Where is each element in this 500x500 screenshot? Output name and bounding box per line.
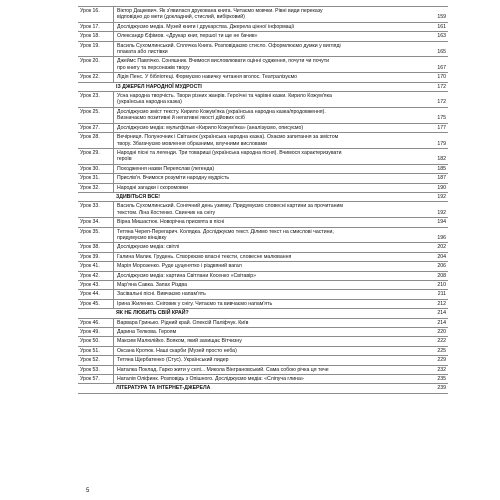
lesson-number: Урок 33. [78,202,114,217]
toc-row [78,124,448,133]
lesson-topic: Досліджуємо медіа: мультфільм «Кирило Кожум'яка» (аналізуємо, описуємо) [117,124,304,131]
page-ref: 222 [437,338,446,345]
toc-row [78,366,448,375]
lesson-number: Урок 53. [78,366,114,374]
page-ref: 192 [437,209,446,216]
lesson-topic: Джеймс Павлічко. Соняшник. Вчимося висловлювати оцінні судження, почути чи почути про книгу та персонажів твору [117,58,330,71]
lesson-number [78,83,113,91]
toc-row [78,262,448,271]
toc-row [78,32,448,41]
page-ref: 175 [437,115,446,122]
lesson-number: Урок 31. [78,174,114,182]
page-ref: 177 [437,124,446,131]
page-ref: 182 [437,156,446,163]
lesson-number: Урок 52. [78,356,114,364]
lesson-number: Урок 38. [78,243,114,251]
toc-row [78,108,448,124]
toc-row [78,319,448,328]
page-ref: 214 [437,319,446,326]
lesson-number: Урок 27. [78,124,114,132]
lesson-topic: Походження назви Переяслав (легенда) [117,165,215,172]
lesson-number: Урок 49. [78,328,114,336]
toc-row [78,133,448,149]
page-ref: 170 [437,74,446,81]
lesson-number: Урок 16. [78,7,114,22]
lesson-number: Урок 41. [78,262,114,270]
toc-row [78,23,448,32]
lesson-topic: Народні пісні та легенди. Три товариші (українська народна пісня). Вчимося характеризувати героїв [117,149,342,163]
page-ref: 239 [437,385,446,392]
page-ref: 220 [437,329,446,336]
lesson-topic: Прислів'я. Вчимося розуміти народну мудрість [117,175,230,182]
page-ref: 202 [437,244,446,251]
toc-row [78,337,448,346]
page-ref: 192 [437,193,446,200]
section-title: ЛІТЕРАТУРА ТА ІНТЕРНЕТ-ДЖЕРЕЛА [116,385,211,392]
lesson-topic: Варвара Гринько. Рідний край. Олексій Паліфчук. Київ [117,319,249,326]
lesson-number: Урок 28. [78,133,114,148]
lesson-number: Урок 18. [78,32,114,40]
toc-row [78,290,448,299]
toc-section-row [78,193,448,202]
page-ref: 235 [437,376,446,383]
page-ref: 159 [437,14,446,21]
toc-section-row [78,384,448,393]
lesson-number: Урок 46. [78,319,114,327]
toc-row [78,253,448,262]
toc-row [78,347,448,356]
lesson-topic: Тетяна Щербатенко (Стус). Український лидер [117,357,229,364]
lesson-number: Урок 35. [78,228,114,243]
lesson-number: Урок 39. [78,253,114,261]
lesson-number [78,309,113,317]
page-ref: 190 [437,184,446,191]
lesson-topic: Ірина Жиленко. Сніговик у снігу. Читаємо та вивчаємо напам'ять [117,300,273,307]
lesson-number [78,193,113,201]
lesson-number: Урок 44. [78,290,114,298]
page-ref: 232 [437,366,446,373]
lesson-topic: Вірна Мишастюк. Новорічна присвята в пісні [117,219,225,226]
toc-row [78,6,448,23]
lesson-topic: Вечірниця. Полуночник і Світанок (українська народна казка). Охаємо запитання за змістом твору. Збагачуємо мовлення образними, влучними висловами [117,134,339,147]
toc-row [78,356,448,365]
page-ref: 225 [437,347,446,354]
page-ref: 172 [437,83,446,90]
page-ref: 212 [437,300,446,307]
toc-row [78,375,448,384]
toc-row [78,149,448,165]
page-ref: 206 [437,263,446,270]
lesson-topic: Засівальні пісні. Вивчаємо напам'ять [117,291,206,298]
lesson-topic: Досліджуємо медіа. Музей книги і друкарства. Джерела цінної інформації [117,23,295,30]
toc-row [78,281,448,290]
page-ref: 187 [437,175,446,182]
lesson-number: Урок 25. [78,108,114,123]
lesson-topic: Наталка Поклад. Гарко жити у селі... Микола Вінграновський. Сама собою річка ця тече [117,366,329,373]
lesson-topic: Досліджуємо зміст тексту. Кирило Кожум'яка (українська народна казка/продовження). Визначаємо позитивні й негативні якості дійових осіб [117,108,326,122]
page-ref: 165 [437,49,446,56]
toc-section-row [78,309,448,318]
toc-row [78,73,448,82]
section-title: ЗДИВІТЬСЯ ВСЕ! [116,193,161,200]
toc-row [78,184,448,193]
lesson-topic: Василь Сухомлинський. Сонячний день узимку. Придумуємо словесні картини за прочитаним текстом. Ліна Костенко. Свинчик на снігу [117,203,343,216]
page-ref: 210 [437,282,446,288]
lesson-topic: Дарина Телкова. Героям [117,329,177,336]
lesson-topic: Досліджуємо медіа: світлі [117,244,180,251]
lesson-topic: Оксана Кротюк. Наші скарби (Музей просто неба) [117,347,237,354]
page-ref: 229 [437,357,446,364]
lesson-number: Урок 50. [78,337,114,345]
lesson-topic: Віктор Дацкевич. Як з'явилася друкована книга. Читаємо мовчки. Рівні види переказу відповідно до мети (докладний, стислий, вибірковий) [117,8,323,21]
toc-row [78,243,448,252]
page-ref: 163 [437,33,446,40]
toc-row [78,328,448,337]
lesson-number: Урок 29. [78,149,114,164]
toc-row [78,228,448,244]
lesson-topic: Народні загадки і скоромовки [117,184,188,191]
lesson-number: Урок 17. [78,23,114,31]
lesson-topic: Мар'яна Савка. Запах Різдва [117,282,187,288]
page-ref: 196 [437,234,446,241]
lesson-topic: Марія Морозенко. Руде цуценятко і різдвяний вагал [117,263,242,270]
lesson-number: Урок 42. [78,272,114,280]
toc-row [78,300,448,309]
table-of-contents [78,6,448,394]
page-ref: 172 [437,99,446,106]
lesson-topic: Тетяна Череп-Перегарич. Колядка. Досліджуємо текст. Ділимо текст на смислові частини, придумуємо вінцівку [117,228,334,241]
toc-row [78,174,448,183]
section-title: ЯК НЕ ЛЮБИТЬ СВІЙ КРАЙ? [116,310,189,317]
lesson-topic: Галина Малик. Грудень. Створюємо власні тексти, словесне малювання [117,253,292,260]
page-ref: 204 [437,253,446,260]
page-number: 5 [86,488,90,494]
lesson-number: Урок 22. [78,73,114,81]
toc-row [78,272,448,281]
toc-row [78,165,448,174]
toc-section-row [78,83,448,92]
toc-row [78,42,448,58]
lesson-number: Урок 57. [78,375,114,383]
lesson-number: Урок 32. [78,184,114,192]
lesson-topic: Наталія Оліфинк. Розповідь з Опішного. Досліджуємо медіа: «Сліпуча глина» [117,376,304,383]
page-ref: 208 [437,272,446,279]
lesson-topic: Досліджуємо медіа: картина Світлани Косенко «Світавір» [117,272,257,279]
lesson-number: Урок 45. [78,300,114,308]
toc-row [78,92,448,108]
section-title: ІЗ ДЖЕРЕЛ НАРОДНОЇ МУДРОСТІ [116,83,202,90]
page-ref: 211 [437,291,446,298]
page-ref: 161 [437,23,446,30]
toc-row [78,202,448,218]
lesson-number: Урок 30. [78,165,114,173]
page-ref: 214 [437,310,446,317]
toc-row [78,57,448,73]
lesson-topic: Василь Сухомлинський. Сплячка Книга. Розповідаємо стисло. Оформлюємо думки у вигляді плаката або листівки [117,42,341,56]
lesson-number: Урок 43. [78,281,114,289]
page-ref: 194 [437,219,446,226]
page-ref: 167 [437,64,446,71]
lesson-topic: Усна народна творчість. Твори різних жанрів. Героїчні та чарівні казки. Кирило Кожум'яка (українська народна казка) [117,93,332,106]
lesson-topic: Лідія Пенс. У бібліотеці. Формуємо навичку читання вголос. Театралізуємо [117,74,298,81]
lesson-number: Урок 51. [78,347,114,355]
lesson-number: Урок 23. [78,92,114,107]
page-ref: 185 [437,165,446,172]
lesson-topic: Максим Малюлійко. Вояком, який захищає Вітчизну [117,338,242,345]
lesson-number [78,384,113,392]
toc-row [78,218,448,227]
page-ref: 179 [437,140,446,147]
lesson-number: Урок 19. [78,42,114,57]
lesson-number: Урок 34. [78,218,114,226]
lesson-topic: Олександр Єфімов. «Друкар книг, першої ти ще не бачив» [117,33,258,40]
lesson-number: Урок 20. [78,57,114,72]
